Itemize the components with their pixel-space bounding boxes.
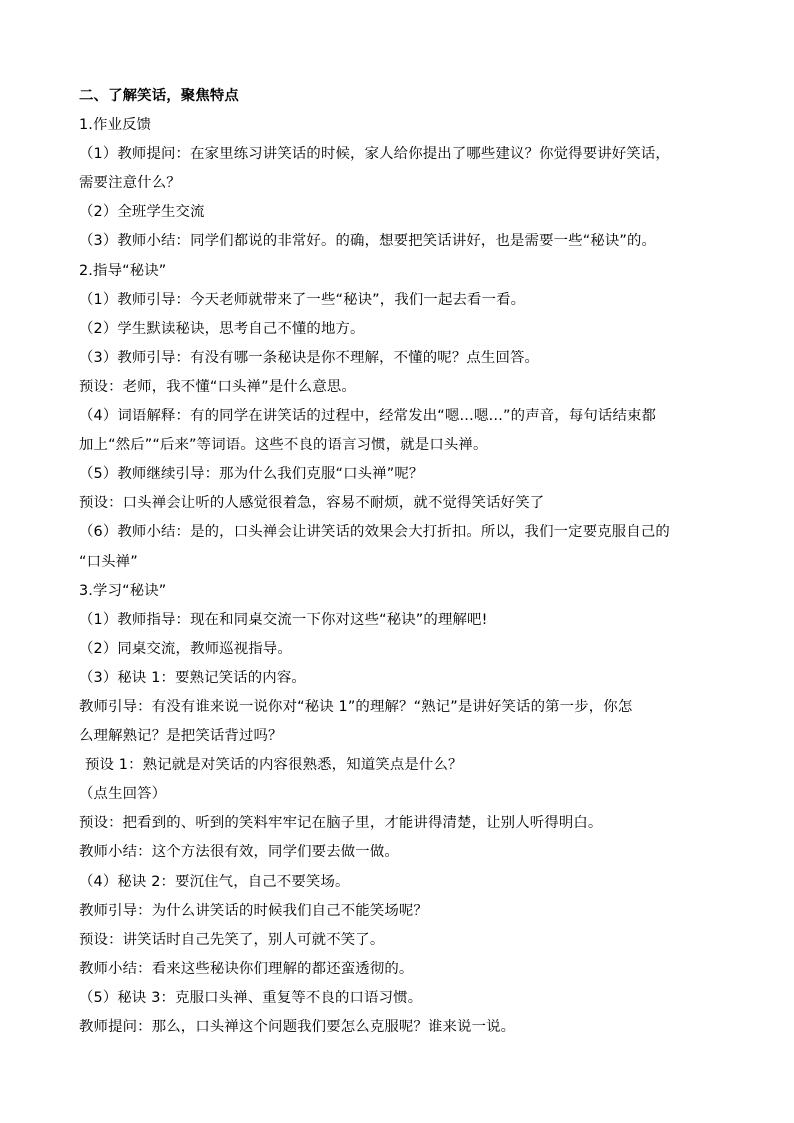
paragraph-line: （1）教师指导：现在和同桌交流一下你对这些“秘诀”的理解吧! bbox=[79, 611, 488, 628]
paragraph-line: 教师小结：这个方法很有效，同学们要去做一做。 bbox=[79, 844, 399, 861]
subsection-heading: 1.作业反馈 bbox=[79, 117, 152, 134]
paragraph-line: 预设 1：熟记就是对笑话的内容很熟悉，知道笑点是什么？ bbox=[85, 757, 463, 774]
paragraph-line: 教师提问：那么，口头禅这个问题我们要怎么克服呢？谁来说一说。 bbox=[79, 1019, 516, 1035]
document-page bbox=[79, 82, 729, 1042]
paragraph-line: （3）教师引导：有没有哪一条秘诀是你不理解，不懂的呢？点生回答。 bbox=[79, 349, 540, 366]
paragraph-line: （2）同桌交流，教师巡视指导。 bbox=[79, 640, 292, 657]
paragraph-line: （3）教师小结：同学们都说的非常好。的确，想要把笑话讲好，也是需要一些“秘诀”的。 bbox=[79, 233, 657, 250]
paragraph-line: 预设：把看到的、听到的笑料牢牢记在脑子里，才能讲得清楚，让别人听得明白。 bbox=[79, 815, 603, 832]
paragraph-line: （4）词语解释：有的同学在讲笑话的过程中，经常发出“嗯…嗯…”的声音，每句话结束都 bbox=[79, 408, 657, 425]
paragraph-line: 教师引导：有没有谁来说一说你对“秘诀 1”的理解？“熟记”是讲好笑话的第一步，你怎 bbox=[79, 698, 633, 715]
paragraph-line: 需要注意什么？ bbox=[79, 175, 181, 192]
paragraph-line: 教师小结：看来这些秘诀你们理解的都还蛮透彻的。 bbox=[79, 960, 414, 977]
section-heading: 二、了解笑话，聚焦特点 bbox=[79, 88, 239, 104]
paragraph-line: （6）教师小结：是的，口头禅会让讲笑话的效果会大打折扣。所以，我们一定要克服自己的 bbox=[79, 524, 670, 541]
paragraph-line: 教师引导：为什么讲笑话的时候我们自己不能笑场呢？ bbox=[79, 902, 428, 919]
paragraph-line: （点生回答） bbox=[79, 786, 167, 803]
paragraph-line: （1）教师提问：在家里练习讲笑话的时候，家人给你提出了哪些建议？你觉得要讲好笑话， bbox=[79, 146, 670, 163]
paragraph-line: （5）秘诀 3：克服口头禅、重复等不良的口语习惯。 bbox=[79, 989, 423, 1006]
subsection-heading: 2.指导“秘诀” bbox=[79, 262, 167, 279]
paragraph-line: （1）教师引导：今天老师就带来了一些“秘诀”，我们一起去看一看。 bbox=[79, 291, 526, 308]
subsection-heading: 3.学习“秘诀” bbox=[79, 582, 167, 599]
paragraph-line: 加上“然后”“后来”等词语。这些不良的语言习惯，就是口头禅。 bbox=[79, 437, 488, 454]
paragraph-line: （3）秘诀 1：要熟记笑话的内容。 bbox=[79, 669, 306, 686]
paragraph-line: 么理解熟记？是把笑话背过吗？ bbox=[79, 728, 283, 745]
paragraph-line: （2）全班学生交流 bbox=[79, 204, 205, 221]
paragraph-line: “口头禅” bbox=[79, 553, 138, 570]
paragraph-line: 预设：口头禅会让听的人感觉很着急，容易不耐烦，就不觉得笑话好笑了 bbox=[79, 495, 545, 512]
paragraph-line: 预设：讲笑话时自己先笑了，别人可就不笑了。 bbox=[79, 931, 385, 948]
paragraph-line: （5）教师继续引导：那为什么我们克服“口头禅”呢？ bbox=[79, 466, 424, 483]
paragraph-line: 预设：老师，我不懂“口头禅”是什么意思。 bbox=[79, 378, 356, 395]
paragraph-line: （4）秘诀 2：要沉住气，自己不要笑场。 bbox=[79, 873, 350, 890]
paragraph-line: （2）学生默读秘诀，思考自己不懂的地方。 bbox=[79, 320, 365, 337]
